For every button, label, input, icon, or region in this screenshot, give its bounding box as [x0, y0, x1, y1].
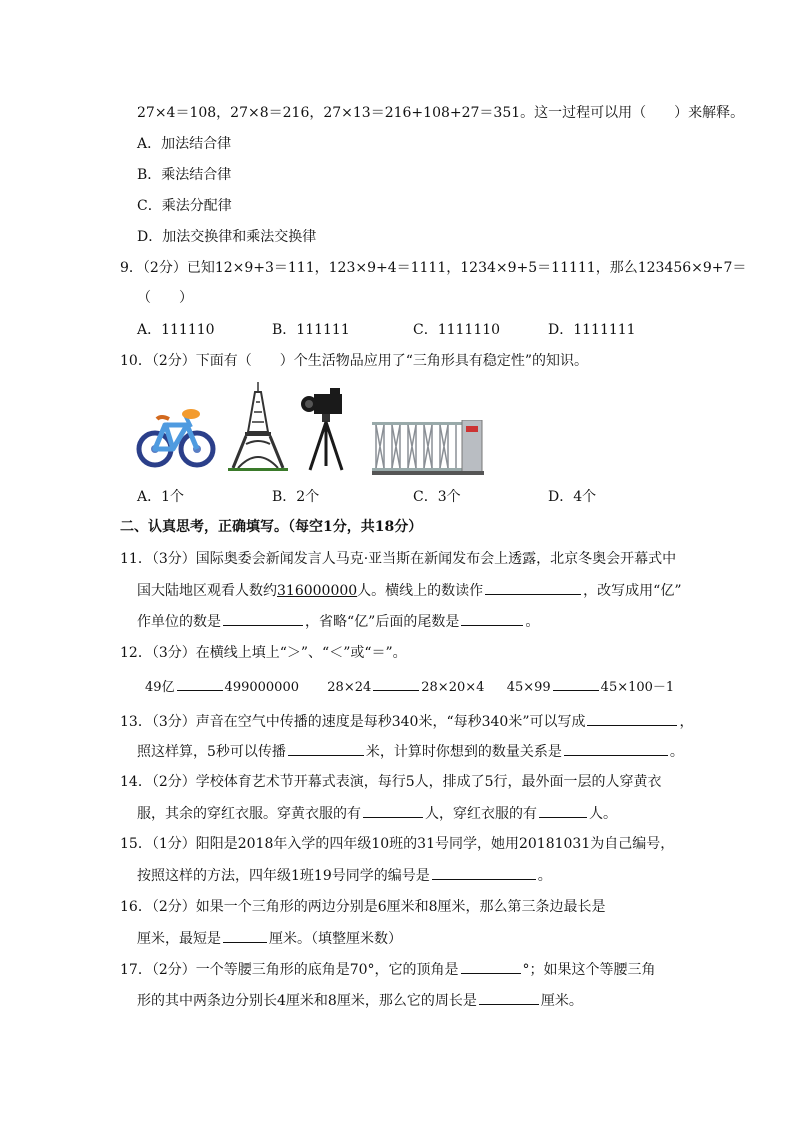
q17-line1: 17．（2分）一个等腰三角形的底角是70°，它的顶角是 °；如果这个等腰三角 — [120, 959, 656, 980]
q8-option-b: B．乘法结合律 — [137, 167, 232, 183]
q15-line1: 15．（1分）阳阳是2018年入学的四年级10班的31号同学，她用20181031为自己编号， — [120, 836, 675, 852]
q14-line2: 服，其余的穿红衣服。穿黄衣服的有 人，穿红衣服的有 人。 — [137, 803, 617, 824]
q11-blank-2[interactable] — [223, 611, 303, 626]
q10-line: 10．（2分）下面有（ ）个生活物品应用了“三角形具有稳定性”的知识。 — [120, 353, 589, 369]
q10-option-b: B．2个 — [272, 489, 320, 505]
q17-blank-2[interactable] — [479, 990, 539, 1005]
q10-option-d: D．4个 — [548, 489, 597, 505]
q14-line1: 14．（2分）学校体育艺术节开幕式表演，每行5人，排成了5行，最外面一层的人穿黄衣 — [120, 774, 662, 790]
q9-option-a: A．111110 — [137, 322, 215, 338]
q12-blank-1[interactable] — [177, 676, 223, 691]
q14-blank-1[interactable] — [363, 803, 423, 818]
q16-blank-1[interactable] — [223, 928, 267, 943]
q11-line3: 作单位的数是 ，省略“亿”后面的尾数是 。 — [137, 611, 539, 632]
q16-line1: 16．（2分）如果一个三角形的两边分别是6厘米和8厘米，那么第三条边最长是 — [120, 899, 606, 915]
q11-line2: 国大陆地区观看人数约316000000人。横线上的数读作 ，改写成用“亿” — [137, 580, 682, 601]
q12-blank-2[interactable] — [373, 676, 419, 691]
q15-line2: 按照这样的方法，四年级1班19号同学的编号是 。 — [137, 865, 552, 886]
q12-compare-row: 49亿 499000000 28×24 28×20×4 45×99 45×100－1 — [145, 676, 674, 698]
q13-blank-3[interactable] — [564, 741, 668, 756]
q11-line1: 11．（3分）国际奥委会新闻发言人马克·亚当斯在新闻发布会上透露，北京冬奥会开幕式中 — [120, 551, 677, 567]
section2-title: 二、认真思考，正确填写。（每空1分，共18分） — [120, 519, 423, 535]
q10-option-a: A．1个 — [137, 489, 185, 505]
q13-blank-1[interactable] — [587, 711, 677, 726]
q17-line2: 形的其中两条边分别长4厘米和8厘米，那么它的周长是 厘米。 — [137, 990, 583, 1011]
q12-blank-3[interactable] — [553, 676, 599, 691]
q8-option-d: D．加法交换律和乘法交换律 — [137, 229, 317, 245]
q11-number: 316000000 — [277, 583, 358, 599]
q9-option-d: D．1111111 — [548, 322, 636, 338]
q12-line1: 12．（3分）在横线上填上“＞”、“＜”或“＝”。 — [120, 645, 407, 661]
q9-line1: 9．（2分）已知12×9+3＝111，123×9+4＝1111，1234×9+5＝11111，那么123456×9+7＝ — [120, 260, 747, 276]
camera-tripod-image — [300, 386, 350, 472]
bicycle-image — [135, 405, 217, 471]
q9-option-b: B．111111 — [272, 322, 350, 338]
eiffel-tower-image — [228, 382, 288, 472]
q11-blank-1[interactable] — [485, 580, 581, 595]
q15-blank-1[interactable] — [432, 865, 536, 880]
retractable-gate-image — [372, 420, 484, 476]
q8-option-c: C．乘法分配律 — [137, 198, 232, 214]
q14-blank-2[interactable] — [539, 803, 587, 818]
q8-option-a: A．加法结合律 — [137, 136, 232, 152]
q13-line2: 照这样算，5秒可以传播 米，计算时你想到的数量关系是 。 — [137, 741, 684, 762]
q9-option-c: C．1111110 — [413, 322, 501, 338]
q9-line2: （ ） — [137, 290, 193, 306]
q13-blank-2[interactable] — [288, 741, 364, 756]
q11-blank-3[interactable] — [461, 611, 523, 626]
q17-blank-1[interactable] — [461, 959, 521, 974]
q16-line2: 厘米，最短是 厘米。（填整厘米数） — [137, 928, 402, 949]
q8-line: 27×4＝108，27×8＝216，27×13＝216+108+27＝351。这一过程可以用（ ）来解释。 — [137, 105, 745, 121]
q13-line1: 13．（3分）声音在空气中传播的速度是每秒340米，“每秒340米”可以写成 ， — [120, 711, 693, 732]
q10-option-c: C．3个 — [413, 489, 461, 505]
